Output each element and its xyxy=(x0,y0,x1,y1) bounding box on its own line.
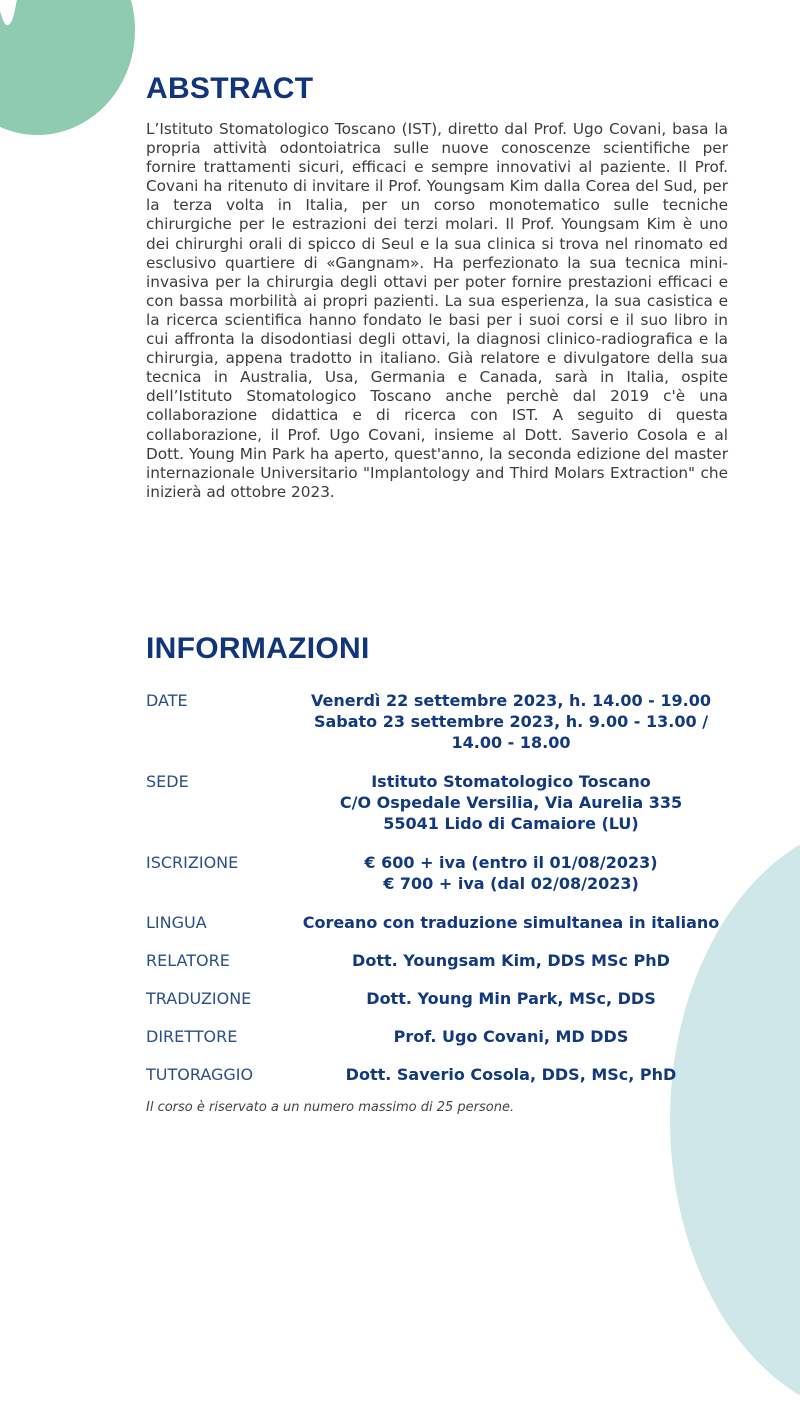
info-value: 55041 Lido di Camaiore (LU) xyxy=(383,814,639,833)
info-row-traduzione xyxy=(146,988,736,1009)
info-value: Coreano con traduzione simultanea in italiano xyxy=(302,913,720,932)
info-row-date xyxy=(146,690,736,753)
info-value: C/O Ospedale Versilia, Via Aurelia 335 xyxy=(339,793,683,812)
info-label: DIRETTORE xyxy=(146,1027,238,1046)
info-values xyxy=(286,771,736,834)
info-values xyxy=(286,950,736,971)
info-row-sede xyxy=(146,771,736,834)
info-value: Prof. Ugo Covani, MD DDS xyxy=(393,1027,629,1046)
info-row-iscrizione xyxy=(146,852,736,894)
info-row-tutoraggio xyxy=(146,1064,736,1085)
info-values xyxy=(286,988,736,1009)
info-value: € 600 + iva (entro il 01/08/2023) xyxy=(364,853,658,872)
info-label: RELATORE xyxy=(146,951,230,970)
corner-decoration xyxy=(0,0,135,135)
info-values xyxy=(286,1026,736,1047)
abstract-title: ABSTRACT xyxy=(146,72,314,105)
info-label: TRADUZIONE xyxy=(146,989,252,1008)
info-values xyxy=(286,1064,736,1085)
abstract-body: L’Istituto Stomatologico Toscano (IST), diretto dal Prof. Ugo Covani, basa la propria attività odontoiatrica sulle nuove conoscenze scientifiche per fornire trattamenti sicuri, efficaci e sempre innovativi al paziente. Il Prof. Covani ha ritenuto di invitare il Prof. Youngsam Kim dalla Corea del Sud, per la terza volta in Italia, per un corso monotematico sulle tecniche chirurgiche per le estrazioni dei terzi molari. Il Prof. Youngsam Kim è uno dei chirurghi orali di spicco di Seul e la sua clinica si trova nel rinomato ed esclusivo quartiere di «Gangnam». Ha perfezionato la sua tecnica mini-invasiva per la chirurgia degli ottavi per poter fornire prestazioni efficaci e con bassa morbilità ai propri pazienti. La sua esperienza, la sua casistica e la ricerca scientifica hanno fondato le basi per i suoi corsi e il suo libro in cui affronta la disodontiasi degli ottavi, la diagnosi clinico-radiografica e la chirurgia, appena tradotto in italiano. Già relatore e divulgatore della sua tecnica in Australia, Usa, Germania e Canada, sarà in Italia, ospite dell’Istituto Stomatologico Toscano anche perchè dal 2019 c'è una collaborazione didattica e di ricerca con IST. A seguito di questa collaborazione, il Prof. Ugo Covani, insieme al Dott. Saverio Cosola e al Dott. Young Min Park ha aperto, quest'anno, la seconda edizione del master internazionale Universitario "Implantology and Third Molars Extraction" che inizierà ad ottobre 2023. xyxy=(146,120,728,501)
info-row-relatore xyxy=(146,950,736,971)
info-label: LINGUA xyxy=(146,913,207,932)
info-label: ISCRIZIONE xyxy=(146,853,239,872)
info-row-direttore xyxy=(146,1026,736,1047)
info-label: TUTORAGGIO xyxy=(146,1065,254,1084)
info-label: DATE xyxy=(146,691,188,710)
info-value: Istituto Stomatologico Toscano xyxy=(371,772,651,791)
info-label: SEDE xyxy=(146,772,189,791)
info-value: Venerdì 22 settembre 2023, h. 14.00 - 19.00 xyxy=(310,691,711,710)
info-title: INFORMAZIONI xyxy=(146,632,370,665)
info-values xyxy=(286,690,736,753)
info-table xyxy=(146,690,736,1085)
capacity-note: Il corso è riservato a un numero massimo di 25 persone. xyxy=(146,1100,515,1115)
info-value: Sabato 23 settembre 2023, h. 9.00 - 13.00 / 14.00 - 18.00 xyxy=(313,712,709,752)
info-value: Dott. Youngsam Kim, DDS MSc PhD xyxy=(352,951,670,970)
info-value: Dott. Saverio Cosola, DDS, MSc, PhD xyxy=(345,1065,677,1084)
info-row-lingua xyxy=(146,912,736,933)
info-values xyxy=(286,912,736,933)
tooth-icon xyxy=(0,0,30,29)
info-values xyxy=(286,852,736,894)
info-value: € 700 + iva (dal 02/08/2023) xyxy=(383,874,639,893)
info-value: Dott. Young Min Park, MSc, DDS xyxy=(366,989,656,1008)
